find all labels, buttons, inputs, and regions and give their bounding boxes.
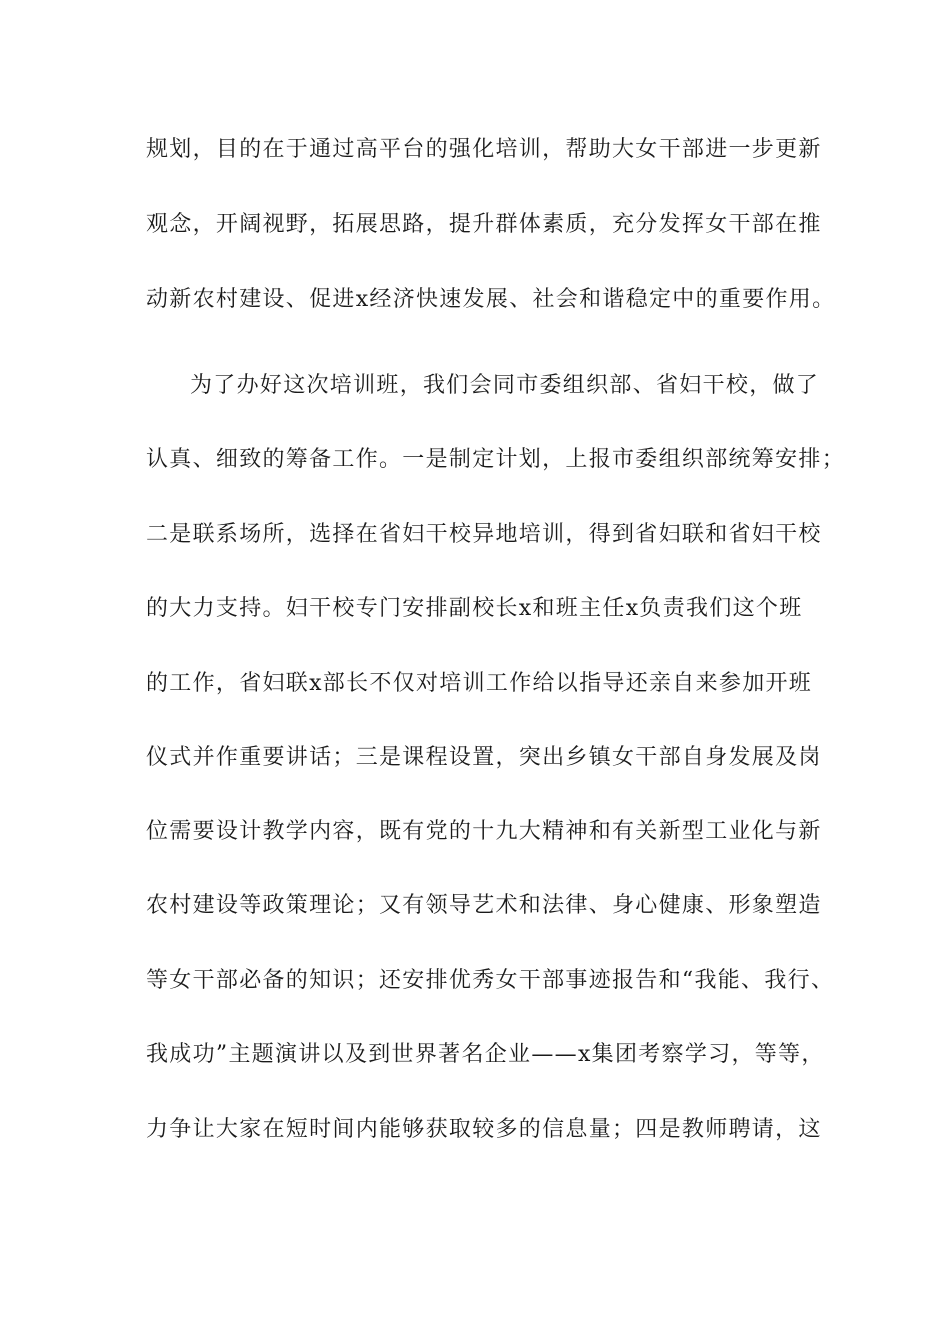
text-line-9: 仪式并作重要讲话；三是课程设置，突出乡镇女干部自身发展及岗 xyxy=(146,745,822,770)
text-line-8: 的工作，省妇联x部长不仅对培训工作给以指导还亲自来参加开班 xyxy=(146,671,813,696)
text-line-7: 的大力支持。妇干校专门安排副校长x和班主任x负责我们这个班 xyxy=(146,596,803,621)
text-line-2: 观念，开阔视野，拓展思路，提升群体素质，充分发挥女干部在推 xyxy=(146,212,822,237)
text-line-6: 二是联系场所，选择在省妇干校异地培训，得到省妇联和省妇干校 xyxy=(146,522,822,547)
paragraph-2-line-1: 为了办好这次培训班，我们会同市委组织部、省妇干校，做了 xyxy=(190,373,820,398)
text-line-5: 认真、细致的筹备工作。一是制定计划，上报市委组织部统筹安排； xyxy=(146,447,846,472)
text-line-13: 我成功”主题演讲以及到世界著名企业——x集团考察学习，等等， xyxy=(146,1042,825,1067)
text-line-14: 力争让大家在短时间内能够获取较多的信息量；四是教师聘请，这 xyxy=(146,1117,822,1142)
text-line-1: 规划，目的在于通过高平台的强化培训，帮助大女干部进一步更新 xyxy=(146,137,822,162)
text-line-11: 农村建设等政策理论；又有领导艺术和法律、身心健康、形象塑造 xyxy=(146,893,822,918)
text-line-10: 位需要设计教学内容，既有党的十九大精神和有关新型工业化与新 xyxy=(146,819,822,844)
text-line-3: 动新农村建设、促进x经济快速发展、社会和谐稳定中的重要作用。 xyxy=(146,287,836,312)
text-line-12: 等女干部必备的知识；还安排优秀女干部事迹报告和“我能、我行、 xyxy=(146,968,835,993)
